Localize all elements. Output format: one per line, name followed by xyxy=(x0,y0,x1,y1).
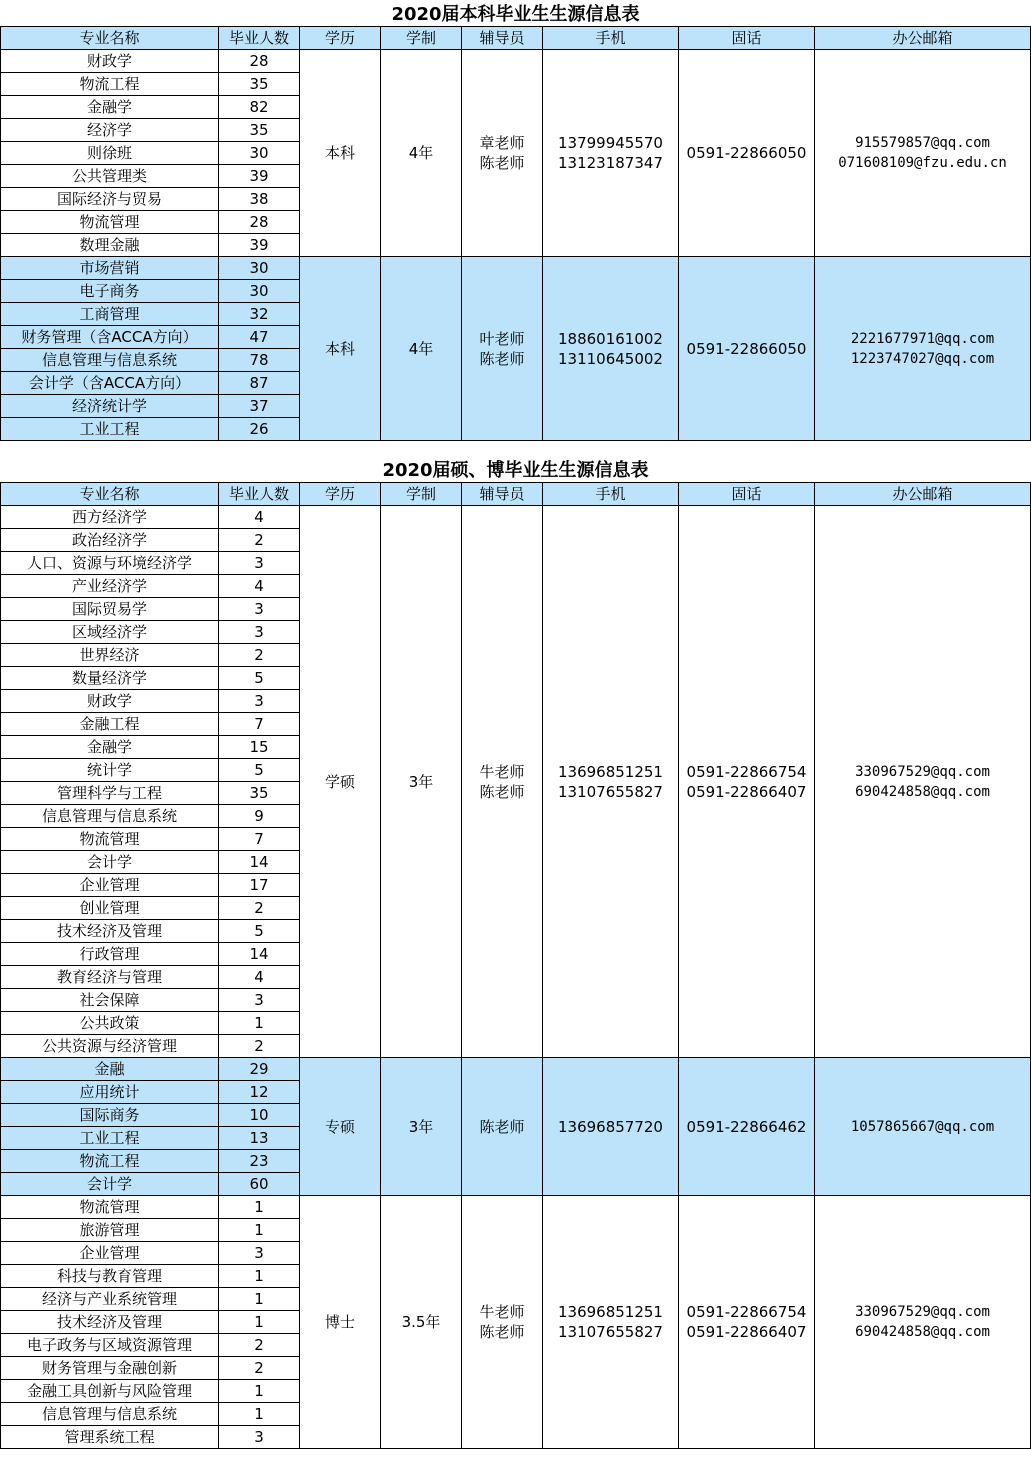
graduate-count: 1 xyxy=(219,1380,300,1403)
landline-number: 0591-22866050 xyxy=(686,339,807,358)
phone-number: 13123187347 xyxy=(558,154,663,172)
graduate-count: 2 xyxy=(219,644,300,667)
landline-number: 0591-22866407 xyxy=(686,1323,807,1341)
major-name: 统计学 xyxy=(1,759,219,782)
landline-cell xyxy=(679,257,815,441)
major-name: 经济学 xyxy=(1,119,219,142)
graduate-count: 28 xyxy=(219,211,300,234)
email-address: 690424858@qq.com xyxy=(855,1324,990,1340)
major-name: 西方经济学 xyxy=(1,506,219,529)
phone-number: 13696857720 xyxy=(558,1117,663,1136)
phone-number: 13696851251 xyxy=(558,762,663,781)
duration-cell: 3年 xyxy=(381,506,462,1058)
column-header: 学制 xyxy=(381,27,462,50)
major-name: 电子政务与区域资源管理 xyxy=(1,1334,219,1357)
graduate-count: 7 xyxy=(219,828,300,851)
graduate-count: 3 xyxy=(219,989,300,1012)
graduate-count: 4 xyxy=(219,575,300,598)
major-name: 会计学 xyxy=(1,1173,219,1196)
phone-cell xyxy=(543,506,679,1058)
graduate-count: 2 xyxy=(219,1334,300,1357)
graduate-count: 3 xyxy=(219,1426,300,1449)
counselor-name: 陈老师 xyxy=(479,154,525,172)
major-name: 物流管理 xyxy=(1,211,219,234)
counselor-name: 陈老师 xyxy=(479,782,525,801)
column-header: 学制 xyxy=(381,483,462,506)
major-name: 公共资源与经济管理 xyxy=(1,1035,219,1058)
table-row xyxy=(1,257,1031,280)
major-name: 金融 xyxy=(1,1058,219,1081)
major-name: 物流管理 xyxy=(1,1196,219,1219)
graduate-count: 2 xyxy=(219,897,300,920)
email-address: 071608109@fzu.edu.cn xyxy=(838,155,1007,171)
table1-title: 2020届本科毕业生生源信息表 xyxy=(391,4,640,25)
graduate-count: 4 xyxy=(219,966,300,989)
graduate-count: 3 xyxy=(219,690,300,713)
graduate-count: 35 xyxy=(219,73,300,96)
column-header: 固话 xyxy=(679,27,815,50)
email-address: 330967529@qq.com xyxy=(855,763,990,780)
degree-cell: 本科 xyxy=(300,50,381,257)
column-header: 辅导员 xyxy=(462,483,543,506)
degree-cell: 博士 xyxy=(300,1196,381,1449)
column-header: 学历 xyxy=(300,483,381,506)
graduate-count: 23 xyxy=(219,1150,300,1173)
major-name: 市场营销 xyxy=(1,257,219,280)
graduate-count: 10 xyxy=(219,1104,300,1127)
major-name: 国际贸易学 xyxy=(1,598,219,621)
column-header: 辅导员 xyxy=(462,27,543,50)
email-address: 1223747027@qq.com xyxy=(850,350,995,367)
graduate-count: 1 xyxy=(219,1219,300,1242)
major-name: 公共政策 xyxy=(1,1012,219,1035)
major-name: 信息管理与信息系统 xyxy=(1,805,219,828)
graduate-count: 78 xyxy=(219,349,300,372)
graduate-count: 12 xyxy=(219,1081,300,1104)
graduate-count: 4 xyxy=(219,506,300,529)
table2-title: 2020届硕、博毕业生生源信息表 xyxy=(382,460,649,481)
degree-cell: 专硕 xyxy=(300,1058,381,1196)
duration-cell: 4年 xyxy=(381,257,462,441)
major-name: 金融工程 xyxy=(1,713,219,736)
counselor-cell xyxy=(462,506,543,1058)
major-name: 企业管理 xyxy=(1,1242,219,1265)
column-header: 办公邮箱 xyxy=(815,27,1031,50)
major-name: 会计学 xyxy=(1,851,219,874)
duration-cell: 4年 xyxy=(381,50,462,257)
email-cell xyxy=(815,1058,1031,1196)
table-row xyxy=(1,1196,1031,1219)
major-name: 技术经济及管理 xyxy=(1,1311,219,1334)
graduate-count: 32 xyxy=(219,303,300,326)
email-address: 1057865667@qq.com xyxy=(850,1118,995,1135)
counselor-cell xyxy=(462,50,543,257)
email-cell xyxy=(815,506,1031,1058)
email-address: 690424858@qq.com xyxy=(855,783,990,800)
major-name: 创业管理 xyxy=(1,897,219,920)
graduate-count: 1 xyxy=(219,1288,300,1311)
major-name: 人口、资源与环境经济学 xyxy=(1,552,219,575)
landline-cell xyxy=(679,1196,815,1449)
counselor-name: 陈老师 xyxy=(479,349,525,368)
major-name: 信息管理与信息系统 xyxy=(1,349,219,372)
major-name: 财务管理与金融创新 xyxy=(1,1357,219,1380)
graduate-count: 9 xyxy=(219,805,300,828)
landline-number: 0591-22866754 xyxy=(686,762,807,781)
counselor-name: 牛老师 xyxy=(479,1303,525,1321)
table-row xyxy=(1,1058,1031,1081)
graduate-count: 1 xyxy=(219,1196,300,1219)
major-name: 工业工程 xyxy=(1,418,219,441)
table-row xyxy=(1,506,1031,529)
major-name: 物流工程 xyxy=(1,1150,219,1173)
undergrad-table xyxy=(0,26,1031,441)
counselor-name: 陈老师 xyxy=(479,1323,525,1341)
major-name: 教育经济与管理 xyxy=(1,966,219,989)
graduate-count: 3 xyxy=(219,552,300,575)
major-name: 旅游管理 xyxy=(1,1219,219,1242)
graduate-count: 14 xyxy=(219,943,300,966)
column-header: 专业名称 xyxy=(1,483,219,506)
counselor-cell xyxy=(462,257,543,441)
degree-cell: 本科 xyxy=(300,257,381,441)
graduate-count: 1 xyxy=(219,1265,300,1288)
graduate-count: 2 xyxy=(219,529,300,552)
major-name: 数理金融 xyxy=(1,234,219,257)
major-name: 社会保障 xyxy=(1,989,219,1012)
graduate-count: 3 xyxy=(219,1242,300,1265)
phone-number: 13110645002 xyxy=(558,349,663,368)
major-name: 世界经济 xyxy=(1,644,219,667)
landline-number: 0591-22866754 xyxy=(686,1303,807,1321)
graduate-count: 30 xyxy=(219,257,300,280)
major-name: 电子商务 xyxy=(1,280,219,303)
major-name: 工业工程 xyxy=(1,1127,219,1150)
graduate-count: 15 xyxy=(219,736,300,759)
graduate-count: 29 xyxy=(219,1058,300,1081)
major-name: 物流工程 xyxy=(1,73,219,96)
duration-cell: 3.5年 xyxy=(381,1196,462,1449)
landline-cell xyxy=(679,1058,815,1196)
graduate-count: 2 xyxy=(219,1357,300,1380)
major-name: 政治经济学 xyxy=(1,529,219,552)
major-name: 工商管理 xyxy=(1,303,219,326)
major-name: 则徐班 xyxy=(1,142,219,165)
graduate-count: 82 xyxy=(219,96,300,119)
counselor-name: 陈老师 xyxy=(479,1117,525,1136)
graduate-count: 87 xyxy=(219,372,300,395)
major-name: 管理系统工程 xyxy=(1,1426,219,1449)
major-name: 公共管理类 xyxy=(1,165,219,188)
major-name: 经济统计学 xyxy=(1,395,219,418)
email-cell xyxy=(815,50,1031,257)
phone-number: 13107655827 xyxy=(558,782,663,801)
email-address: 2221677971@qq.com xyxy=(850,330,995,347)
duration-cell: 3年 xyxy=(381,1058,462,1196)
graduate-count: 3 xyxy=(219,621,300,644)
graduate-count: 37 xyxy=(219,395,300,418)
phone-cell xyxy=(543,1196,679,1449)
header-row xyxy=(1,27,1031,50)
graduate-count: 5 xyxy=(219,759,300,782)
phone-cell xyxy=(543,257,679,441)
graduate-count: 7 xyxy=(219,713,300,736)
graduate-count: 60 xyxy=(219,1173,300,1196)
email-cell xyxy=(815,1196,1031,1449)
graduate-count: 1 xyxy=(219,1403,300,1426)
table-row xyxy=(1,50,1031,73)
landline-cell xyxy=(679,506,815,1058)
column-header: 学历 xyxy=(300,27,381,50)
major-name: 金融工具创新与风险管理 xyxy=(1,1380,219,1403)
column-header: 专业名称 xyxy=(1,27,219,50)
email-address: 915579857@qq.com xyxy=(855,135,990,151)
graduate-count: 3 xyxy=(219,598,300,621)
graduate-table xyxy=(0,482,1031,1449)
degree-cell: 学硕 xyxy=(300,506,381,1058)
graduate-count: 5 xyxy=(219,667,300,690)
phone-cell xyxy=(543,1058,679,1196)
phone-cell xyxy=(543,50,679,257)
graduate-count: 35 xyxy=(219,119,300,142)
major-name: 国际经济与贸易 xyxy=(1,188,219,211)
phone-number: 13696851251 xyxy=(558,1303,663,1321)
header-row xyxy=(1,483,1031,506)
landline-cell xyxy=(679,50,815,257)
major-name: 应用统计 xyxy=(1,1081,219,1104)
graduate-count: 5 xyxy=(219,920,300,943)
major-name: 财务管理（含ACCA方向） xyxy=(1,326,219,349)
major-name: 金融学 xyxy=(1,736,219,759)
phone-number: 13799945570 xyxy=(558,134,663,152)
major-name: 经济与产业系统管理 xyxy=(1,1288,219,1311)
column-header: 毕业人数 xyxy=(219,483,300,506)
major-name: 行政管理 xyxy=(1,943,219,966)
major-name: 管理科学与工程 xyxy=(1,782,219,805)
major-name: 国际商务 xyxy=(1,1104,219,1127)
graduate-count: 39 xyxy=(219,165,300,188)
graduate-count: 30 xyxy=(219,142,300,165)
major-name: 物流管理 xyxy=(1,828,219,851)
major-name: 金融学 xyxy=(1,96,219,119)
column-header: 固话 xyxy=(679,483,815,506)
landline-number: 0591-22866407 xyxy=(686,782,807,801)
graduate-count: 2 xyxy=(219,1035,300,1058)
graduate-count: 26 xyxy=(219,418,300,441)
phone-number: 18860161002 xyxy=(558,329,663,348)
counselor-cell xyxy=(462,1058,543,1196)
column-header: 手机 xyxy=(543,483,679,506)
major-name: 科技与教育管理 xyxy=(1,1265,219,1288)
graduate-count: 38 xyxy=(219,188,300,211)
undergrad-table-body xyxy=(1,27,1031,441)
landline-number: 0591-22866462 xyxy=(686,1117,807,1136)
graduate-count: 17 xyxy=(219,874,300,897)
counselor-name: 牛老师 xyxy=(479,762,525,781)
major-name: 信息管理与信息系统 xyxy=(1,1403,219,1426)
graduate-count: 13 xyxy=(219,1127,300,1150)
major-name: 数量经济学 xyxy=(1,667,219,690)
email-cell xyxy=(815,257,1031,441)
column-header: 办公邮箱 xyxy=(815,483,1031,506)
graduate-count: 30 xyxy=(219,280,300,303)
graduate-count: 47 xyxy=(219,326,300,349)
phone-number: 13107655827 xyxy=(558,1323,663,1341)
graduate-count: 39 xyxy=(219,234,300,257)
graduate-count: 14 xyxy=(219,851,300,874)
graduate-count: 1 xyxy=(219,1311,300,1334)
graduate-count: 1 xyxy=(219,1012,300,1035)
email-address: 330967529@qq.com xyxy=(855,1304,990,1320)
major-name: 区域经济学 xyxy=(1,621,219,644)
landline-number: 0591-22866050 xyxy=(686,144,807,162)
major-name: 技术经济及管理 xyxy=(1,920,219,943)
graduate-count: 35 xyxy=(219,782,300,805)
column-header: 手机 xyxy=(543,27,679,50)
graduate-count: 28 xyxy=(219,50,300,73)
major-name: 财政学 xyxy=(1,690,219,713)
major-name: 会计学（含ACCA方向） xyxy=(1,372,219,395)
counselor-name: 章老师 xyxy=(479,134,525,152)
major-name: 财政学 xyxy=(1,50,219,73)
major-name: 产业经济学 xyxy=(1,575,219,598)
counselor-cell xyxy=(462,1196,543,1449)
graduate-table-body xyxy=(1,483,1031,1449)
major-name: 企业管理 xyxy=(1,874,219,897)
column-header: 毕业人数 xyxy=(219,27,300,50)
counselor-name: 叶老师 xyxy=(479,329,525,348)
